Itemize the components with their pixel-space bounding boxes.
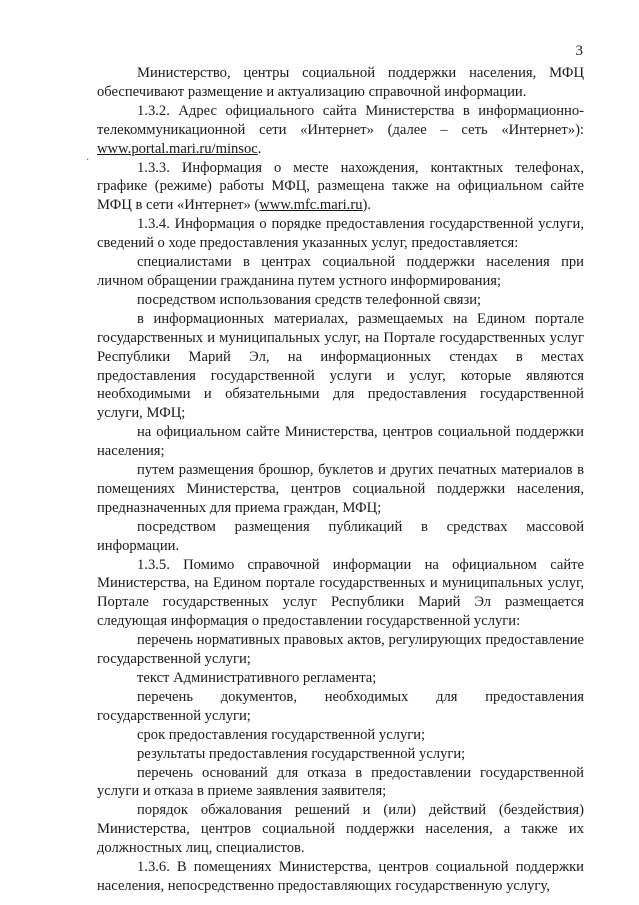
paragraph: срок предоставления государственной услуги; — [137, 726, 426, 743]
paragraph: 1.3.4. Информация о порядке предоставления государственной услуги, сведений о ходе предоставления указанных услуг, предоставляется: — [97, 216, 584, 252]
paragraph: путем размещения брошюр, буклетов и других печатных материалов в помещениях Министерства, центров социальной поддержки населения, предназначенных для приема граждан, МФЦ; — [97, 462, 584, 516]
paragraph-text: ). — [362, 197, 372, 214]
paragraph: перечень нормативных правовых актов, регулирующих предоставление государственной услуги; — [97, 632, 584, 668]
margin-mark: · — [86, 155, 90, 166]
paragraph: результаты предоставления государственной услуги; — [137, 745, 466, 762]
paragraph-text: 1.3.2. Адрес официального сайта Министерства в информационно-телекоммуникационной сети «Интернет» (далее – сеть «Интернет»): — [97, 102, 584, 138]
paragraph: специалистами в центрах социальной поддержки населения при личном обращении гражданина путем устного информирования; — [97, 254, 584, 289]
page-number: 3 — [575, 43, 583, 59]
paragraph: Министерство, центры социальной поддержки населения, МФЦ обеспечивают размещение и актуализацию справочной информации. — [97, 65, 584, 100]
paragraph-text: . — [257, 140, 262, 157]
paragraph: на официальном сайте Министерства, центров социальной поддержки населения; — [97, 424, 584, 460]
paragraph: перечень документов, необходимых для предоставления государственной услуги; — [97, 688, 584, 724]
paragraph: в информационных материалах, размещаемых на Едином портале государственных и муниципальных услуг, на Портале государственных услуг Республики Марий Эл, на информационных стендах в местах предоставления государственной услуги и услуг, которые являются необходимыми и обязательными для предоставления государственной услуги, МФЦ; — [97, 310, 584, 422]
paragraph — [97, 159, 584, 216]
paragraph: посредством использования средств телефонной связи; — [137, 291, 482, 308]
paragraph: текст Административного регламента; — [137, 670, 377, 686]
paragraph-text: 1.3.3. Информация о месте нахождения, контактных телефонах, графике (режиме) работы МФЦ, размещена также на официальном сайте МФЦ в сети «Интернет» ( — [97, 159, 584, 214]
paragraph — [97, 102, 584, 159]
paragraph: посредством размещения публикаций в средствах массовой информации. — [97, 518, 584, 554]
paragraph: порядок обжалования решений и (или) действий (бездействия) Министерства, центров социальной поддержки населения, а также их должностных лиц, специалистов. — [97, 802, 584, 857]
paragraph: 1.3.6. В помещениях Министерства, центров социальной поддержки населения, непосредственно предоставляющих государственную услугу, — [97, 859, 584, 894]
document-body — [97, 64, 584, 896]
paragraph: 1.3.5. Помимо справочной информации на официальном сайте Министерства, на Едином портале государственных и муниципальных услуг, Портале государственных услуг Республики Марий Эл размещается следующая информация о предоставлении государственной услуги: — [97, 556, 584, 630]
mfc-site-link[interactable]: www.mfc.mari.ru — [259, 197, 363, 214]
paragraph: перечень оснований для отказа в предоставлении государственной услуги и отказа в приеме заявления заявителя; — [97, 764, 584, 800]
ministry-site-link[interactable]: www.portal.mari.ru/minsoc — [97, 140, 258, 157]
